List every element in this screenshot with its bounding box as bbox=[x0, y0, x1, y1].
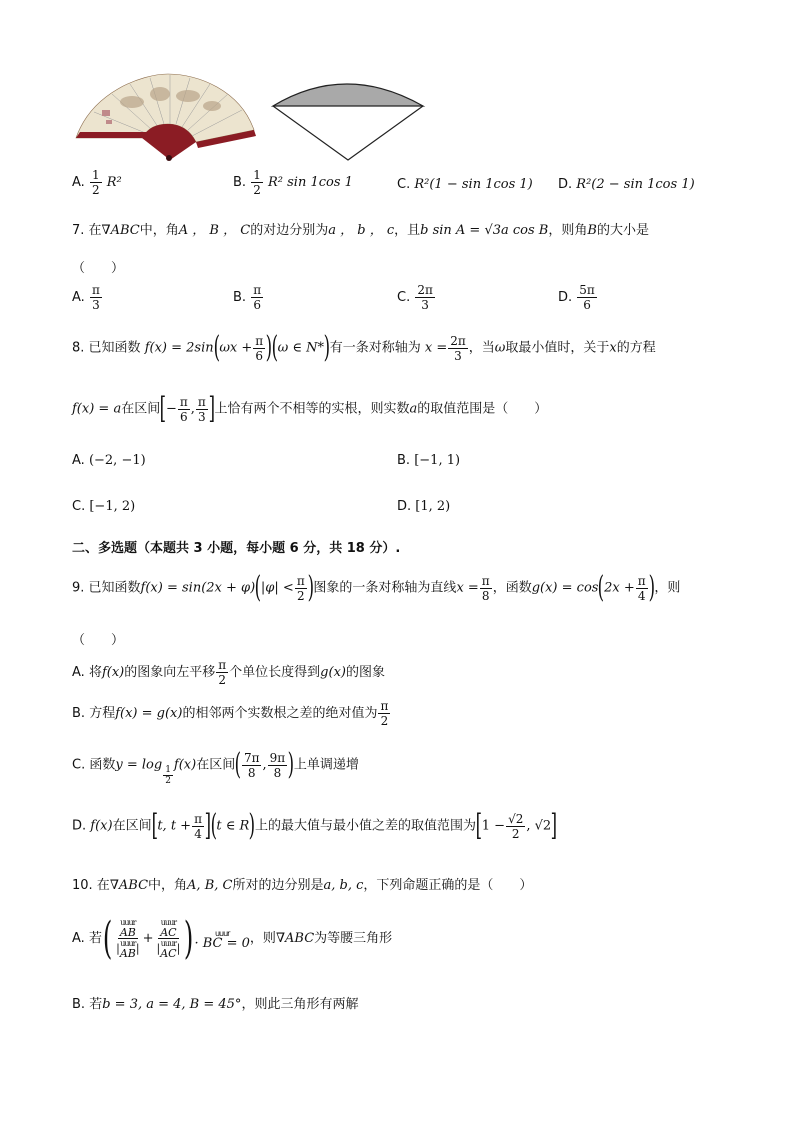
q7-stem: 7. 在∇ABC中，角A ， B ， C的对边分别为a ， b ， c，且b sin A = √3a cos B，则角B的大小是 bbox=[72, 223, 649, 238]
q7-answer-paren: （ ） bbox=[72, 261, 125, 276]
sector-diagram bbox=[270, 76, 426, 162]
option-expression: R²(1 − sin 1cos 1) bbox=[414, 177, 533, 192]
q10-option-b[interactable]: B. 若b = 3, a = 4, B = 45°，则此三角形有两解 bbox=[72, 997, 359, 1012]
option-label: D. bbox=[397, 499, 412, 514]
fraction: $\frac{\pi}{6}$ bbox=[253, 283, 262, 312]
q8-option-d[interactable] bbox=[397, 499, 450, 514]
option-expression: R² bbox=[106, 175, 122, 190]
q8-option-a[interactable] bbox=[72, 453, 146, 468]
q8-stem-line1: 8. 已知函数 f(x) = 2sin(ωx + $\frac{\pi}{6}$ )(ω ∈ N*)有一条对称轴为 x = $\frac{2\pi}{3}$ ，当ω取最小值时，关于x的方程 bbox=[72, 330, 656, 365]
q8-option-c[interactable] bbox=[72, 499, 135, 514]
option-label: B. bbox=[72, 706, 86, 721]
section-2-heading: 二、多选题（本题共 3 小题，每小题 6 分，共 18 分）. bbox=[72, 541, 401, 556]
option-label: D. bbox=[72, 818, 87, 834]
q8-option-b[interactable] bbox=[397, 453, 460, 468]
option-label: A. bbox=[72, 665, 85, 680]
q7-option-d[interactable] bbox=[558, 283, 598, 312]
option-label: C. bbox=[72, 499, 86, 514]
q6-option-b[interactable] bbox=[233, 168, 353, 197]
fraction: $\frac{5\pi}{6}$ bbox=[579, 283, 595, 312]
q6-option-a[interactable] bbox=[72, 168, 122, 197]
q9-option-b[interactable]: B. 方程f(x) = g(x)的相邻两个实数根之差的绝对值为 $\frac{\pi}{2}$ bbox=[72, 699, 389, 728]
q10-option-a[interactable]: A. 若( uuur AB | uuur AB | + uuur AC | uuur AC | ) uuur · BC = 0 ，则∇ABC为等腰三角形 bbox=[72, 912, 393, 964]
option-label: C. bbox=[397, 177, 411, 192]
option-label: A. bbox=[72, 453, 85, 468]
option-label: B. bbox=[233, 175, 247, 190]
q9-option-d[interactable]: D. f(x)在区间[t, t + $\frac{\pi}{4}$ ](t ∈ R)上的最大值与最小值之差的取值范围为[1 − $\frac{√2}{2}$ , √2] bbox=[72, 808, 558, 843]
option-label: B. bbox=[397, 453, 411, 468]
option-label: A. bbox=[72, 175, 85, 190]
option-label: A. bbox=[72, 290, 85, 305]
q6-option-d[interactable] bbox=[558, 177, 695, 192]
option-label: D. bbox=[558, 290, 573, 305]
option-label: B. bbox=[72, 997, 86, 1012]
option-value: [1, 2) bbox=[415, 499, 451, 514]
q7-option-c[interactable] bbox=[397, 283, 436, 312]
option-label: C. bbox=[72, 757, 86, 773]
q7-option-a[interactable] bbox=[72, 283, 103, 312]
q9-stem: 9. 已知函数f(x) = sin(2x + φ)(|φ| < $\frac{\pi}{2}$ )图象的一条对称轴为直线x = $\frac{\pi}{8}$ ，函数g(x) = cos(2x + $\frac{\pi}{4}$ )，则 bbox=[72, 570, 681, 605]
fraction: $\frac{1}{2}$ bbox=[91, 168, 100, 197]
option-expression: R²(2 − sin 1cos 1) bbox=[576, 177, 695, 192]
option-value: [−1, 1) bbox=[414, 453, 461, 468]
q9-option-c[interactable]: C. 函数y = log $\frac{1}{2}$ f(x)在区间( $\frac{7\pi}{8}$ , $\frac{9\pi}{8}$ )上单调递增 bbox=[72, 747, 359, 787]
fraction: $\frac{2\pi}{3}$ bbox=[417, 283, 433, 312]
q9-option-a[interactable]: A. 将f(x)的图象向左平移 $\frac{\pi}{2}$ 个单位长度得到g(x)的图象 bbox=[72, 658, 385, 687]
q10-stem: 10. 在∇ABC中，角A, B, C所对的边分别是a, b, c，下列命题正确的是（ ） bbox=[72, 878, 533, 893]
option-label: D. bbox=[558, 177, 573, 192]
q8-stem-line2: f(x) = a在区间[− $\frac{\pi}{6}$ , $\frac{\pi}{3}$ ]上恰有两个不相等的实根，则实数a的取值范围是（ ） bbox=[72, 391, 548, 426]
q7-option-b[interactable] bbox=[233, 283, 264, 312]
fan-illustration bbox=[72, 72, 258, 164]
option-value: [−1, 2) bbox=[89, 499, 136, 514]
q9-answer-paren: （ ） bbox=[72, 633, 125, 648]
option-label: B. bbox=[233, 290, 247, 305]
fraction: $\frac{1}{2}$ bbox=[253, 168, 261, 197]
fraction: $\frac{\pi}{3}$ bbox=[91, 283, 100, 312]
option-value: (−2, −1) bbox=[88, 453, 146, 468]
option-label: A. bbox=[72, 931, 85, 946]
q6-option-c[interactable] bbox=[397, 177, 533, 192]
option-expression: R² sin 1cos 1 bbox=[267, 175, 353, 190]
option-label: C. bbox=[397, 290, 411, 305]
